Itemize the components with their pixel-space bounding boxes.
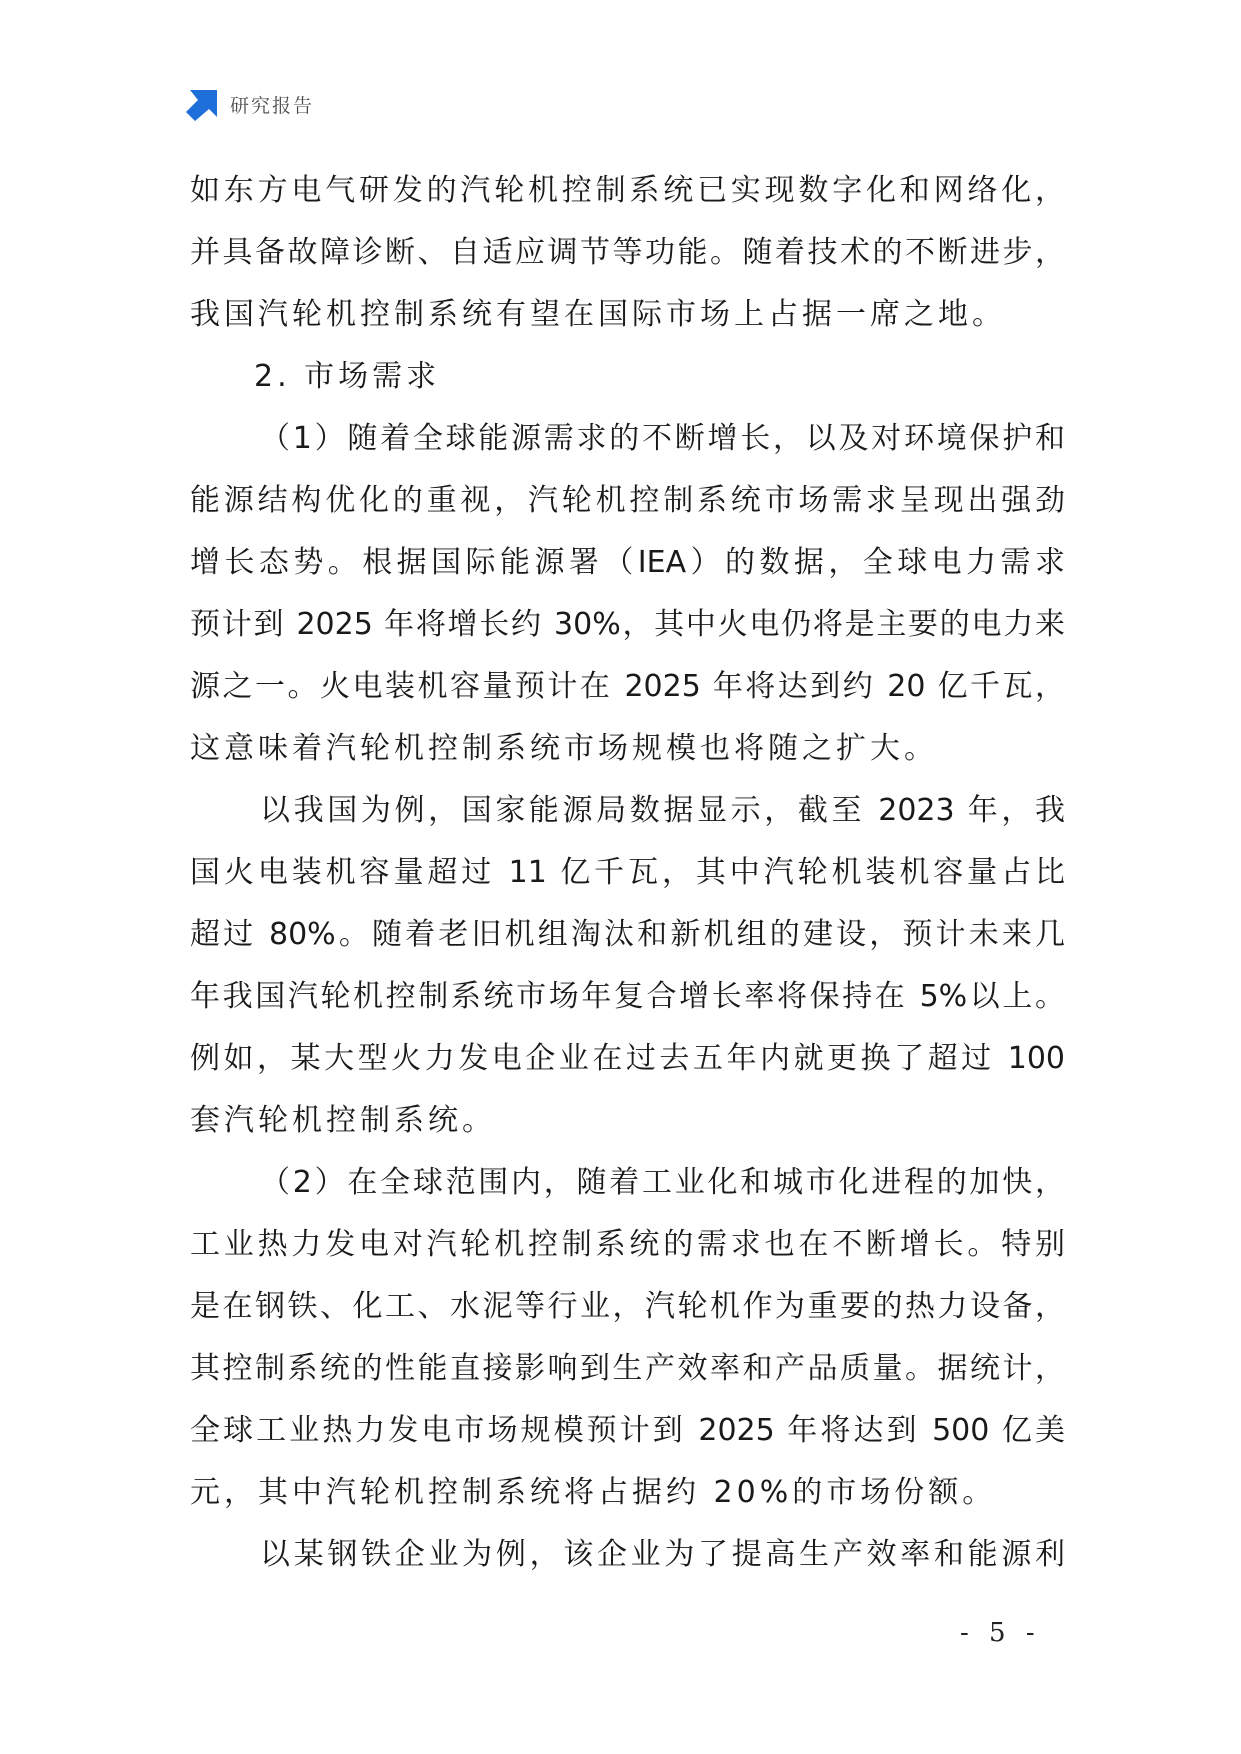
text-line: 如东方电气研发的汽轮机控制系统已实现数字化和网络化， bbox=[190, 173, 1065, 208]
text-line: 源之一。火电装机容量预计在 2025 年将达到约 20 亿千瓦， bbox=[190, 669, 1065, 704]
text-line: 其控制系统的性能直接影响到生产效率和产品质量。据统计， bbox=[190, 1351, 1065, 1386]
text-line: 元，其中汽轮机控制系统将占据约 20%的市场份额。 bbox=[190, 1475, 997, 1510]
text-line: 我国汽轮机控制系统有望在国际市场上占据一席之地。 bbox=[190, 297, 1006, 332]
section-heading: 2. 市场需求 bbox=[254, 359, 441, 394]
page-number: - 5 - bbox=[960, 1618, 1041, 1648]
text-line: 并具备故障诊断、自适应调节等功能。随着技术的不断进步， bbox=[190, 235, 1065, 270]
text-line: 以某钢铁企业为例，该企业为了提高生产效率和能源利 bbox=[260, 1537, 1065, 1572]
text-line: 增长态势。根据国际能源署（IEA）的数据，全球电力需求 bbox=[190, 545, 1065, 580]
header-label: 研究报告 bbox=[230, 94, 315, 117]
text-line: 以我国为例，国家能源局数据显示，截至 2023 年，我 bbox=[260, 793, 1065, 828]
text-line: 超过 80%。随着老旧机组淘汰和新机组的建设，预计未来几 bbox=[190, 917, 1065, 952]
page-header bbox=[186, 86, 314, 122]
text-line: 套汽轮机控制系统。 bbox=[190, 1103, 496, 1138]
text-line: （1）随着全球能源需求的不断增长，以及对环境保护和 bbox=[260, 421, 1065, 456]
text-line: 国火电装机容量超过 11 亿千瓦，其中汽轮机装机容量占比 bbox=[190, 855, 1065, 890]
text-line: （2）在全球范围内，随着工业化和城市化进程的加快， bbox=[260, 1165, 1065, 1200]
text-line: 是在钢铁、化工、水泥等行业，汽轮机作为重要的热力设备， bbox=[190, 1289, 1065, 1324]
text-line: 年我国汽轮机控制系统市场年复合增长率将保持在 5%以上。 bbox=[190, 979, 1065, 1014]
arrow-up-right-icon bbox=[186, 87, 220, 121]
text-line: 能源结构优化的重视，汽轮机控制系统市场需求呈现出强劲 bbox=[190, 483, 1065, 518]
text-line: 全球工业热力发电市场规模预计到 2025 年将达到 500 亿美 bbox=[190, 1413, 1065, 1448]
document-body bbox=[190, 160, 1065, 1586]
text-line: 工业热力发电对汽轮机控制系统的需求也在不断增长。特别 bbox=[190, 1227, 1065, 1262]
text-line: 例如，某大型火力发电企业在过去五年内就更换了超过 100 bbox=[190, 1041, 1065, 1076]
text-line: 这意味着汽轮机控制系统市场规模也将随之扩大。 bbox=[190, 731, 938, 766]
text-line: 预计到 2025 年将增长约 30%，其中火电仍将是主要的电力来 bbox=[190, 607, 1065, 642]
